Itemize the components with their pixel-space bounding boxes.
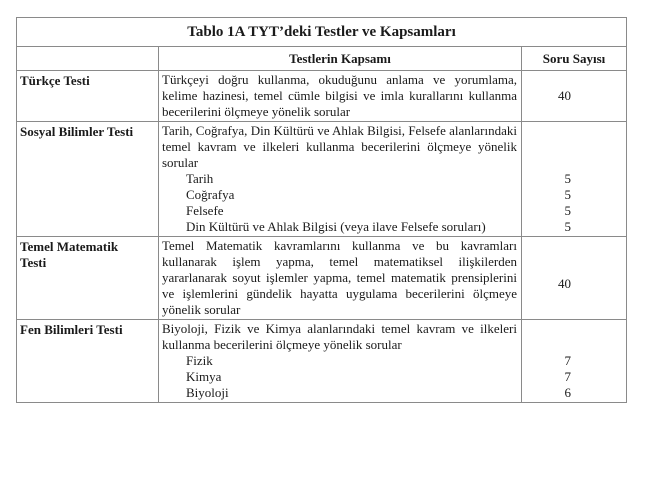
table-row bbox=[17, 320, 627, 403]
test-count-cell bbox=[522, 320, 627, 403]
test-description: Tarih, Coğrafya, Din Kültürü ve Ahlak Bilgisi, Felsefe alanlarındaki temel kavram ve ilkeleri kullanma becerilerini ölçmeye yönelik sorular bbox=[162, 123, 517, 170]
table-row bbox=[17, 71, 627, 122]
subject-count: 5 bbox=[564, 203, 571, 218]
test-name bbox=[17, 237, 159, 320]
subject-name: Biyoloji bbox=[186, 385, 229, 400]
subject-name: Kimya bbox=[186, 369, 222, 384]
test-name: Türkçe Testi bbox=[17, 71, 159, 122]
table-title: Tablo 1A TYT’deki Testler ve Kapsamları bbox=[17, 18, 627, 47]
test-scope bbox=[159, 71, 522, 122]
subject-name: Coğrafya bbox=[186, 187, 235, 202]
test-count: 40 bbox=[558, 88, 571, 103]
test-scope bbox=[159, 237, 522, 320]
subject-name: Din Kültürü ve Ahlak Bilgisi (veya ilave Felsefe soruları) bbox=[186, 219, 486, 234]
subject-name: Tarih bbox=[186, 171, 214, 186]
test-count-cell bbox=[522, 237, 627, 320]
subject-name: Felsefe bbox=[186, 203, 224, 218]
subject-count: 5 bbox=[564, 187, 571, 202]
table-row bbox=[17, 122, 627, 237]
test-description: Biyoloji, Fizik ve Kimya alanlarındaki temel kavram ve ilkeleri kullanma becerilerini ölçmeye yönelik sorular bbox=[162, 321, 517, 352]
subject-count: 5 bbox=[564, 171, 571, 186]
table-row bbox=[17, 237, 627, 320]
test-name: Sosyal Bilimler Testi bbox=[17, 122, 159, 237]
test-count-cell bbox=[522, 71, 627, 122]
test-count-cell bbox=[522, 122, 627, 237]
subject-name: Fizik bbox=[186, 353, 213, 368]
test-scope bbox=[159, 122, 522, 237]
test-name-text: Temel Matematik Testi bbox=[20, 239, 119, 270]
header-scope: Testlerin Kapsamı bbox=[159, 47, 522, 71]
subject-count: 7 bbox=[564, 353, 571, 368]
header-count: Soru Sayısı bbox=[522, 47, 627, 71]
test-count: 40 bbox=[558, 276, 571, 291]
test-description: Türkçeyi doğru kullanma, okuduğunu anlama ve yorumlama, kelime hazinesi, temel cümle bilgisi ve imla kurallarını kullanma becerilerini ölçmeye yönelik sorular bbox=[162, 72, 517, 119]
header-name bbox=[17, 47, 159, 71]
test-scope bbox=[159, 320, 522, 403]
tests-table bbox=[16, 17, 627, 403]
test-name: Fen Bilimleri Testi bbox=[17, 320, 159, 403]
subject-count: 6 bbox=[564, 385, 571, 400]
subject-count: 7 bbox=[564, 369, 571, 384]
test-description: Temel Matematik kavramlarını kullanma ve bu kavramları kullanarak işlem yapma, temel matematiksel ilişkilerden yararlanarak soyut işlemler yapma, temel matematik prensiplerini ve işlemlerini gündelik hayatta uygulama becerilerini ölçmeye yönelik sorular bbox=[162, 238, 517, 317]
subject-count: 5 bbox=[564, 219, 571, 234]
